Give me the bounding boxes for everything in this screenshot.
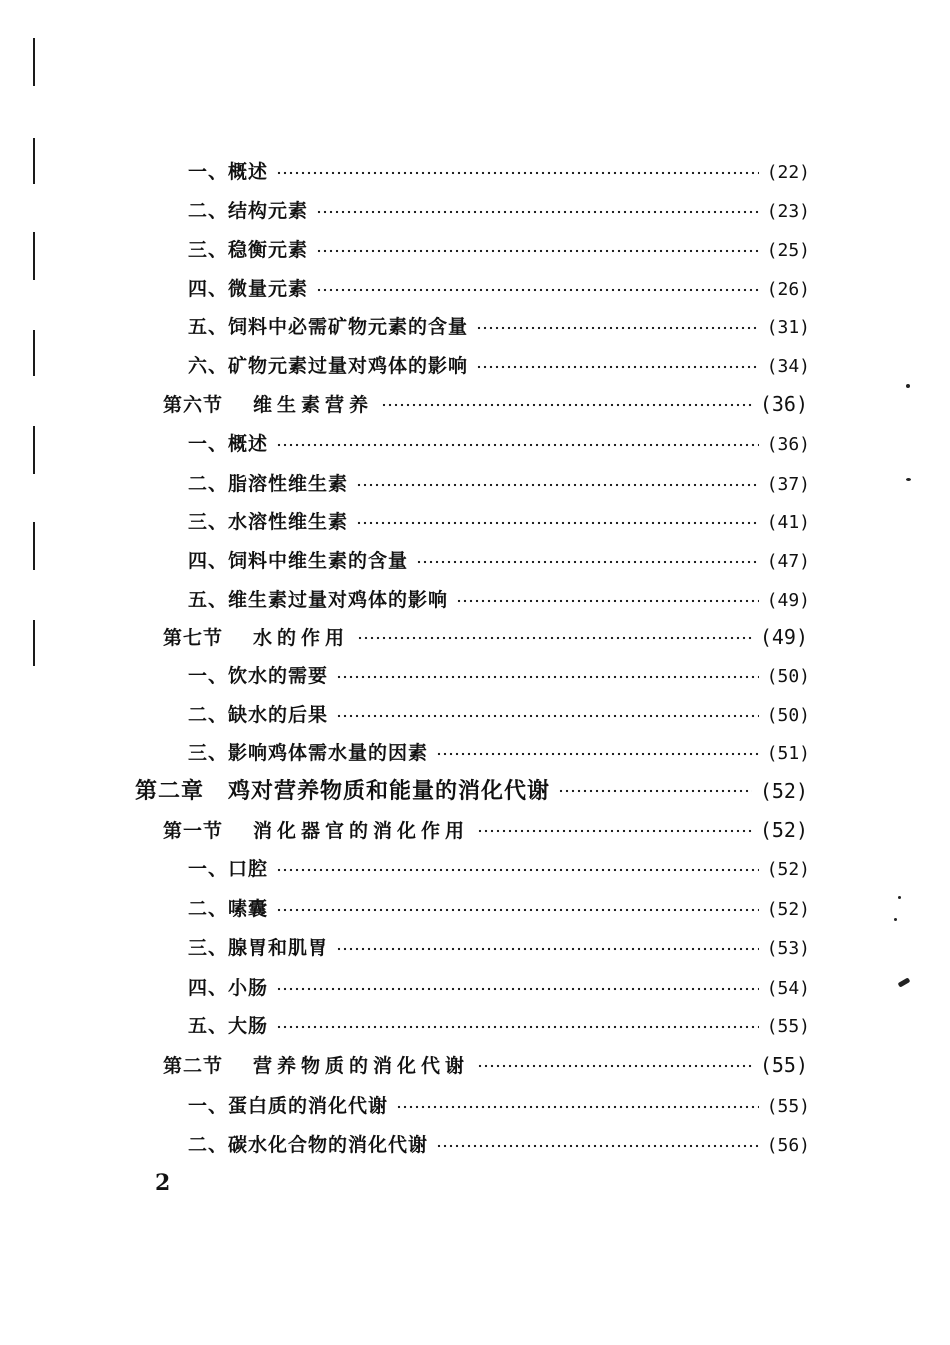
toc-title: 维生素营养 <box>253 394 374 416</box>
toc-page-number: (55) <box>759 1053 808 1077</box>
dot-leader <box>316 210 759 214</box>
toc-title: 小肠 <box>228 977 269 999</box>
toc-page-number: (50) <box>766 666 810 687</box>
toc-section <box>163 820 808 841</box>
dot-leader <box>276 908 759 912</box>
toc-item <box>188 552 810 571</box>
toc-page-number: (56) <box>766 1135 810 1156</box>
toc-item <box>188 318 810 337</box>
toc-page-number: (55) <box>766 1096 810 1117</box>
toc-title: 饲料中维生素的含量 <box>228 550 409 572</box>
dot-leader <box>336 714 759 718</box>
toc-label: 二、 <box>188 473 229 495</box>
dot-leader <box>476 365 759 369</box>
toc-item <box>188 900 810 919</box>
scan-edge-mark <box>33 330 35 376</box>
toc-page-number: (23) <box>766 201 810 222</box>
toc-title: 水的作用 <box>253 627 350 649</box>
toc-page-number: (31) <box>766 317 810 338</box>
toc-item <box>188 435 810 454</box>
toc-page-number: (54) <box>766 978 810 999</box>
toc-title: 结构元素 <box>228 200 309 222</box>
toc-item <box>188 744 810 763</box>
toc-section <box>163 394 808 415</box>
toc-label: 四、 <box>188 977 229 999</box>
dot-leader <box>276 987 759 991</box>
dot-leader <box>416 560 759 564</box>
toc-label: 一、 <box>188 433 229 455</box>
toc-title: 影响鸡体需水量的因素 <box>228 742 429 764</box>
toc-item <box>188 280 810 299</box>
toc-label: 第一节 <box>163 820 224 842</box>
scan-edge-mark <box>33 232 35 280</box>
dot-leader <box>356 483 759 487</box>
scan-edge-mark <box>33 426 35 474</box>
toc-label: 五、 <box>188 1015 229 1037</box>
toc-title: 口腔 <box>228 858 269 880</box>
toc-title: 饲料中必需矿物元素的含量 <box>228 316 469 338</box>
toc-title: 微量元素 <box>228 278 309 300</box>
scan-speck <box>894 918 897 921</box>
toc-label: 五、 <box>188 589 229 611</box>
dot-leader <box>356 521 759 525</box>
scan-speck <box>906 384 910 388</box>
dot-leader <box>357 636 752 640</box>
dot-leader <box>316 288 759 292</box>
dot-leader <box>456 599 759 603</box>
toc-title: 腺胃和肌胃 <box>228 937 329 959</box>
toc-label: 二、 <box>188 200 229 222</box>
dot-leader <box>276 171 759 175</box>
toc-title: 概述 <box>228 433 269 455</box>
toc-item <box>188 860 810 879</box>
dot-leader <box>276 1025 759 1029</box>
toc-page-number: (52) <box>766 899 810 920</box>
toc-section <box>163 1055 808 1076</box>
toc-item <box>188 241 810 260</box>
toc-title: 矿物元素过量对鸡体的影响 <box>228 355 469 377</box>
toc-page-number: (50) <box>766 705 810 726</box>
scan-edge-mark <box>33 620 35 666</box>
toc-label: 四、 <box>188 278 229 300</box>
toc-page-number: (49) <box>759 625 808 649</box>
toc-label: 六、 <box>188 355 229 377</box>
toc-label: 二、 <box>188 898 229 920</box>
toc-title: 概述 <box>228 161 269 183</box>
toc-item <box>188 979 810 998</box>
toc-page-number: (41) <box>766 512 810 533</box>
toc-title: 缺水的后果 <box>228 704 329 726</box>
toc-item <box>188 475 810 494</box>
toc-label: 三、 <box>188 937 229 959</box>
toc-item <box>188 939 810 958</box>
toc-page-number: (52) <box>759 779 808 803</box>
dot-leader <box>381 403 752 407</box>
toc-page-number: (53) <box>766 938 810 959</box>
scan-edge-mark <box>33 38 35 86</box>
toc-page-number: (34) <box>766 356 810 377</box>
toc-item <box>188 1136 810 1155</box>
toc-page-number: (25) <box>766 240 810 261</box>
dot-leader <box>477 1064 752 1068</box>
toc-label: 四、 <box>188 550 229 572</box>
toc-label: 第二节 <box>163 1055 224 1077</box>
toc-label: 一、 <box>188 161 229 183</box>
toc-chapter <box>135 780 808 802</box>
dot-leader <box>316 249 759 253</box>
toc-item <box>188 591 810 610</box>
dot-leader <box>436 752 759 756</box>
toc-item <box>188 202 810 221</box>
dot-leader <box>436 1144 759 1148</box>
dot-leader <box>276 443 759 447</box>
toc-item <box>188 706 810 725</box>
toc-label: 一、 <box>188 665 229 687</box>
toc-title: 大肠 <box>228 1015 269 1037</box>
toc-label: 三、 <box>188 239 229 261</box>
dot-leader <box>336 675 759 679</box>
toc-page-number: (36) <box>766 434 810 455</box>
toc-page-number: (22) <box>766 162 810 183</box>
toc-page-number: (47) <box>766 551 810 572</box>
dot-leader <box>476 326 759 330</box>
toc-item <box>188 1017 810 1036</box>
dot-leader <box>558 789 752 793</box>
toc-title: 消化器官的消化作用 <box>253 820 470 842</box>
scan-edge-mark <box>33 138 35 184</box>
toc-title: 水溶性维生素 <box>228 511 349 533</box>
toc-label: 二、 <box>188 1134 229 1156</box>
toc-title: 脂溶性维生素 <box>228 473 349 495</box>
scan-edge-mark <box>33 522 35 570</box>
toc-title: 蛋白质的消化代谢 <box>228 1095 389 1117</box>
toc-title: 嗉囊 <box>228 898 269 920</box>
toc-label: 三、 <box>188 742 229 764</box>
toc-page-number: (49) <box>766 590 810 611</box>
scan-speck <box>906 478 911 481</box>
toc-item <box>188 357 810 376</box>
toc-page-number: (51) <box>766 743 810 764</box>
toc-section <box>163 627 808 648</box>
toc-label: 第七节 <box>163 627 224 649</box>
toc-page-number: (36) <box>759 392 808 416</box>
dot-leader <box>396 1105 759 1109</box>
toc-label: 第二章 <box>135 778 205 804</box>
toc-title: 鸡对营养物质和能量的消化代谢 <box>228 778 551 804</box>
toc-title: 碳水化合物的消化代谢 <box>228 1134 429 1156</box>
toc-label: 三、 <box>188 511 229 533</box>
dot-leader <box>477 829 752 833</box>
toc-item <box>188 667 810 686</box>
toc-label: 一、 <box>188 1095 229 1117</box>
toc-label: 五、 <box>188 316 229 338</box>
toc-page-number: (52) <box>759 818 808 842</box>
toc-title: 饮水的需要 <box>228 665 329 687</box>
toc-title: 维生素过量对鸡体的影响 <box>228 589 449 611</box>
toc-item <box>188 163 810 182</box>
toc-item <box>188 513 810 532</box>
toc-page-number: (37) <box>766 474 810 495</box>
dot-leader <box>336 947 759 951</box>
scan-speck <box>898 977 911 987</box>
toc-label: 二、 <box>188 704 229 726</box>
toc-title: 稳衡元素 <box>228 239 309 261</box>
dot-leader <box>276 868 759 872</box>
toc-title: 营养物质的消化代谢 <box>253 1055 470 1077</box>
toc-page-number: (55) <box>766 1016 810 1037</box>
toc-page-number: (52) <box>766 859 810 880</box>
page-number: 2 <box>155 1170 171 1196</box>
toc-label: 一、 <box>188 858 229 880</box>
toc-item <box>188 1097 810 1116</box>
scan-speck <box>898 896 901 899</box>
toc-page-number: (26) <box>766 279 810 300</box>
toc-label: 第六节 <box>163 394 224 416</box>
